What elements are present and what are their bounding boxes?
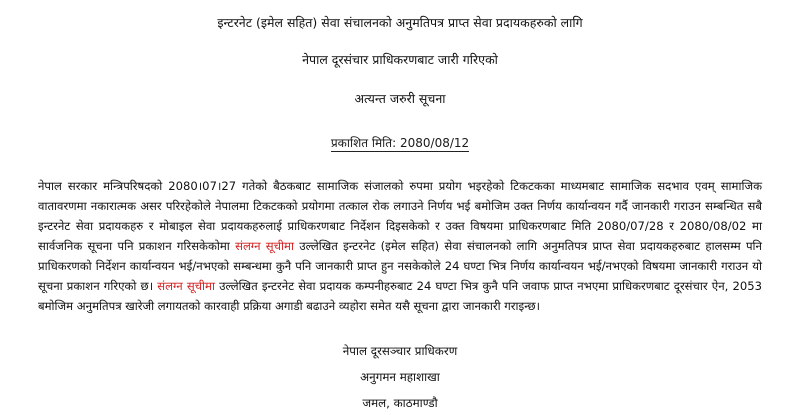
document-heading-issuer: नेपाल दूरसंचार प्राधिकरणबाट जारी गरिएको [302, 51, 498, 67]
notice-body [30, 177, 770, 317]
document-heading-primary: इन्टरनेट (इमेल सहित) सेवा संचालनको अनुमतिपत्र प्राप्त सेवा प्रदायकहरुको लागि [217, 15, 583, 30]
signature-authority: नेपाल दूरसञ्चार प्राधिकरण [342, 343, 458, 358]
notice-body-part-2: उल्लेखित इन्टरनेट (इमेल सहित) सेवा संचालनको लागि अनुमतिपत्र प्राप्त सेवा प्रदायकहरुबाट हालसम्म पनि प्राधिकरणको निर्देशन कार्यान्वयन भई/नभएको सम्बन्धमा कुनै पनि जानकारी प्राप्त हुन नसकेकोले 24 घण्टा भित्र निर्णय कार्यान्वयन भई/नभएको विषयमा जानकारी गराउन यो सूचना प्रकाशन गरिएको छ। [38, 239, 762, 293]
signature-department: अनुगमन महाशाखा [360, 369, 440, 384]
notice-highlight-2: संलग्न सूचीमा [157, 278, 215, 293]
published-date [30, 134, 770, 151]
notice-body-part-3: उल्लेखित इन्टरनेट सेवा प्रदायक कम्पनीहरुबाट 24 घण्टा भित्र कुनै पनि जवाफ प्राप्त नभएमा प्राधिकरणबाट दूरसंचार ऐन, 2053 बमोजिम अनुमतिपत्र खारेजी लगायतको कारवाही प्रक्रिया अगाडी बढाउने व्यहोरा समेत यसै सूचना द्वारा जानकारी गराइन्छ। [38, 278, 763, 313]
signature-address: जमल, काठमाण्डौ [362, 396, 438, 411]
signature-block [30, 339, 770, 415]
notice-highlight-1: संलग्न सूचीमा [235, 239, 294, 254]
notice-body-part-1: नेपाल सरकार मन्त्रिपरिषदको 2080।07।27 गतेको बैठकबाट सामाजिक संजालको रुपमा प्रयोग भइरहेको टिकटकका माध्यमबाट सामाजिक सदभाव एवम् सामाजिक वातावरणमा नकारात्मक असर परिरहेकोले नेपालमा टिकटकको प्रयोगमा तत्काल रोक लगाउने निर्णय भई बमोजिम उक्त निर्णय कार्यान्वयन गर्दै जानकारी गराउन सम्बन्धित सबै इन्टरनेट सेवा प्रदायकहरु र मोबाइल सेवा प्रदायकहरुलाई प्राधिकरणबाट निर्देशन दिइसकेको र उक्त विषयमा प्राधिकरणबाट मिति 2080/07/28 र 2080/08/02 मा सार्वजनिक सूचना पनि प्रकाशन गरिसकेकोमा [38, 179, 762, 254]
published-date-text: प्रकाशित मिति: 2080/08/12 [330, 136, 470, 151]
document-heading-title: अत्यन्त जरुरी सूचना [354, 90, 446, 106]
